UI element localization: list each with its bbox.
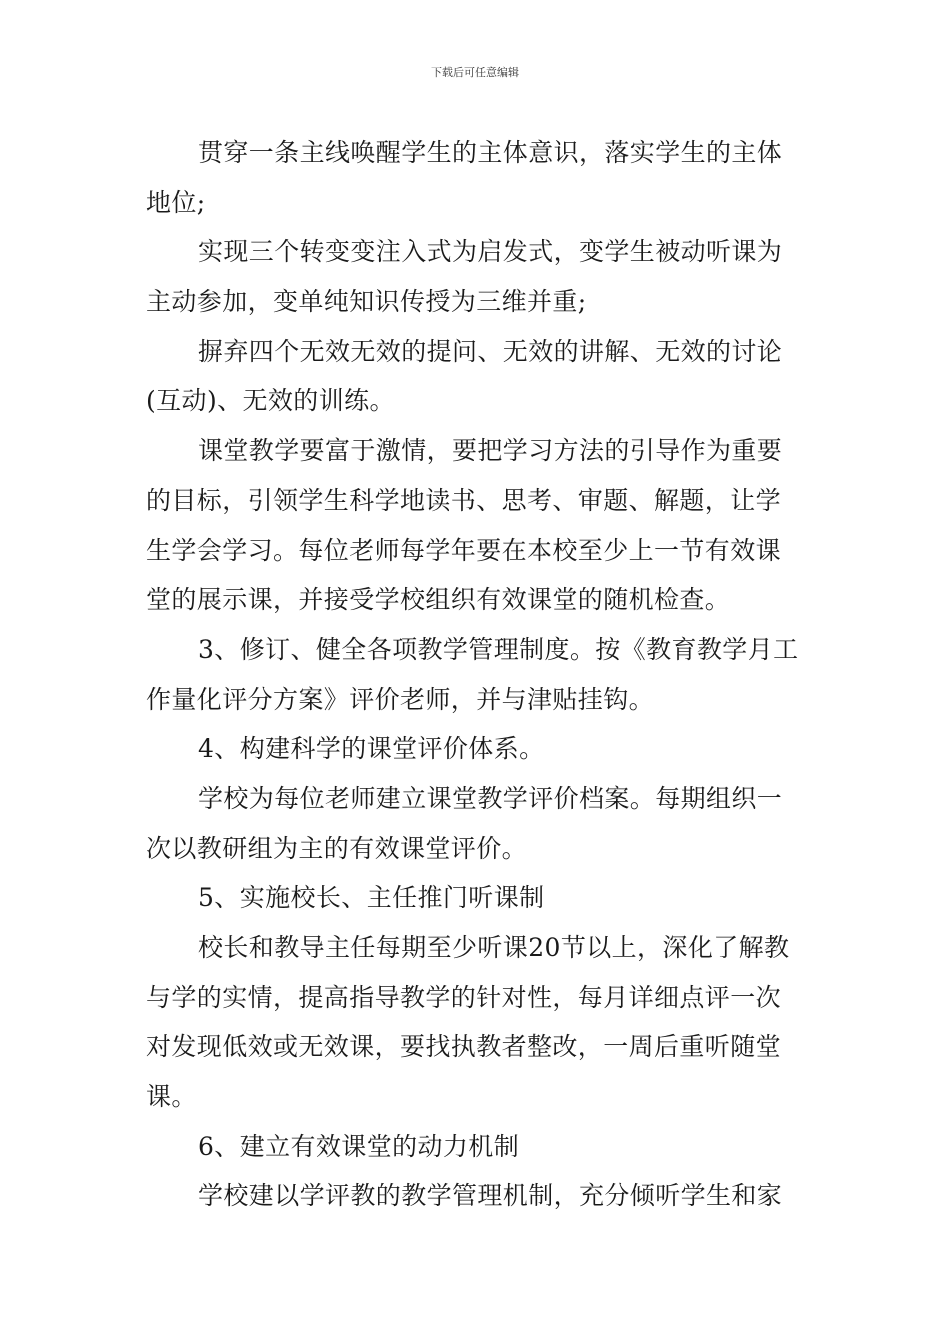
text-line: 生学会学习。每位老师每学年要在本校至少上一节有效课 xyxy=(146,535,782,565)
text-line: 摒弃四个无效无效的提问、无效的讲解、无效的讨论 xyxy=(198,336,783,366)
text-line: 校长和教导主任每期至少听课20节以上，深化了解教 xyxy=(198,933,790,962)
text-line: 6、建立有效课堂的动力机制 xyxy=(198,1131,520,1161)
text-line: 课堂教学要富于激情，要把学习方法的引导作为重要 xyxy=(198,436,783,466)
text-line: 5、实施校长、主任推门听课制 xyxy=(198,883,545,913)
text-line: 学校为每位老师建立课堂教学评价档案。每期组织一 xyxy=(198,783,783,813)
page-header: 下载后可任意编辑 xyxy=(431,66,519,79)
text-line: 主动参加，变单纯知识传授为三维并重; xyxy=(146,287,587,317)
text-line: 贯穿一条主线唤醒学生的主体意识，落实学生的主体 xyxy=(198,138,783,167)
text-line: 课。 xyxy=(146,1082,197,1112)
text-line: 作量化评分方案》评价老师，并与津贴挂钩。 xyxy=(146,684,655,714)
text-line: 与学的实情，提高指导教学的针对性，每月详细点评一次 xyxy=(146,982,782,1012)
text-line: 地位; xyxy=(146,187,206,217)
text-line: 实现三个转变变注入式为启发式，变学生被动听课为 xyxy=(198,237,783,267)
text-line: (互动)、无效的训练。 xyxy=(146,386,395,416)
text-line: 堂的展示课，并接受学校组织有效课堂的随机检查。 xyxy=(146,585,731,615)
text-line: 次以教研组为主的有效课堂评价。 xyxy=(146,833,528,863)
text-line: 学校建以学评教的教学管理机制，充分倾听学生和家 xyxy=(198,1181,783,1211)
document-body xyxy=(146,128,806,1221)
text-line: 对发现低效或无效课，要找执教者整改，一周后重听随堂 xyxy=(146,1032,782,1062)
text-line: 的目标，引领学生科学地读书、思考、审题、解题，让学 xyxy=(146,485,782,515)
text-line: 4、构建科学的课堂评价体系。 xyxy=(198,734,545,764)
text-line: 3、修订、健全各项教学管理制度。按《教育教学月工 xyxy=(198,634,799,664)
